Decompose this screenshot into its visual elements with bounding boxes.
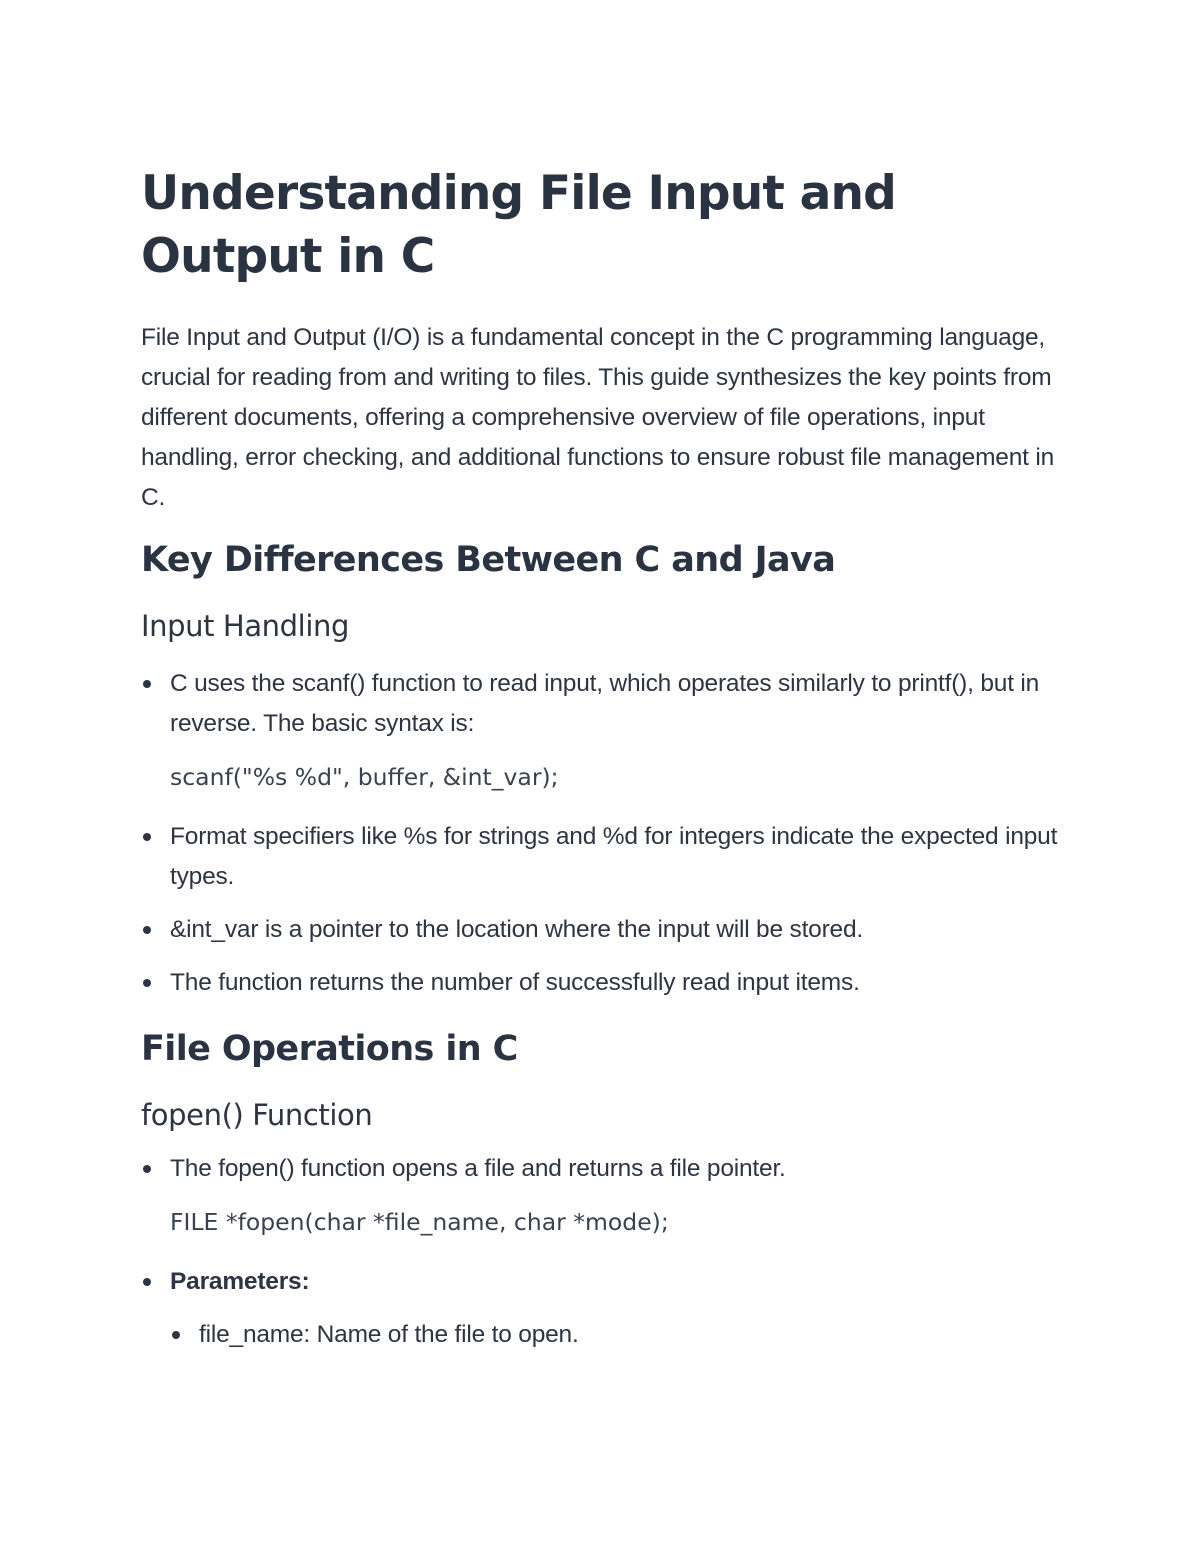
bullet-icon: [143, 1165, 151, 1173]
list-item: [141, 963, 1071, 1003]
bullet-icon: [143, 1278, 151, 1286]
subheading-input-handling: Input Handling: [141, 609, 349, 643]
list-item-text: &int_var is a pointer to the location where the input will be stored.: [170, 916, 864, 943]
list-item-text: Parameters:: [170, 1268, 310, 1295]
list-item: [141, 664, 1071, 744]
list-item: [141, 910, 1071, 950]
bullet-icon: [143, 833, 151, 841]
bullet-icon: [143, 680, 151, 688]
list-item: [141, 1262, 1071, 1302]
input-handling-list: [141, 664, 1071, 744]
list-item: [141, 1149, 1071, 1189]
fopen-parameters-list: [141, 1262, 1071, 1355]
fopen-list: [141, 1149, 1071, 1189]
subheading-fopen-function: fopen() Function: [141, 1098, 373, 1132]
list-item: [170, 1315, 1071, 1355]
section-heading-file-operations: File Operations in C: [141, 1029, 518, 1069]
intro-paragraph: File Input and Output (I/O) is a fundamental concept in the C programming language, crucial for reading from and writing to files. This guide synthesizes the key points from different documents, offering a comprehensive overview of file operations, input handling, error checking, and additional functions to ensure robust file management in C.: [141, 324, 1055, 511]
list-item-text: Format specifiers like %s for strings and %d for integers indicate the expected input types.: [170, 823, 1058, 890]
list-item-text: file_name: Name of the file to open.: [199, 1321, 579, 1348]
list-item: [141, 817, 1071, 897]
list-item-text: The fopen() function opens a file and returns a file pointer.: [170, 1155, 786, 1182]
list-item-text: The function returns the number of successfully read input items.: [170, 969, 860, 996]
bullet-icon: [143, 979, 151, 987]
code-snippet-scanf: scanf("%s %d", buffer, &int_var);: [170, 763, 559, 791]
section-heading-key-differences: Key Differences Between C and Java: [141, 540, 836, 580]
document-title: Understanding File Input and Output in C: [141, 166, 897, 284]
code-snippet-fopen: FILE *fopen(char *file_name, char *mode);: [170, 1208, 669, 1236]
bullet-icon: [172, 1331, 180, 1339]
list-item-text: C uses the scanf() function to read input, which operates similarly to printf(), but in reverse. The basic syntax is:: [170, 670, 1040, 737]
document-page: [141, 162, 1071, 1368]
bullet-icon: [143, 926, 151, 934]
input-handling-list-continued: [141, 817, 1071, 1003]
